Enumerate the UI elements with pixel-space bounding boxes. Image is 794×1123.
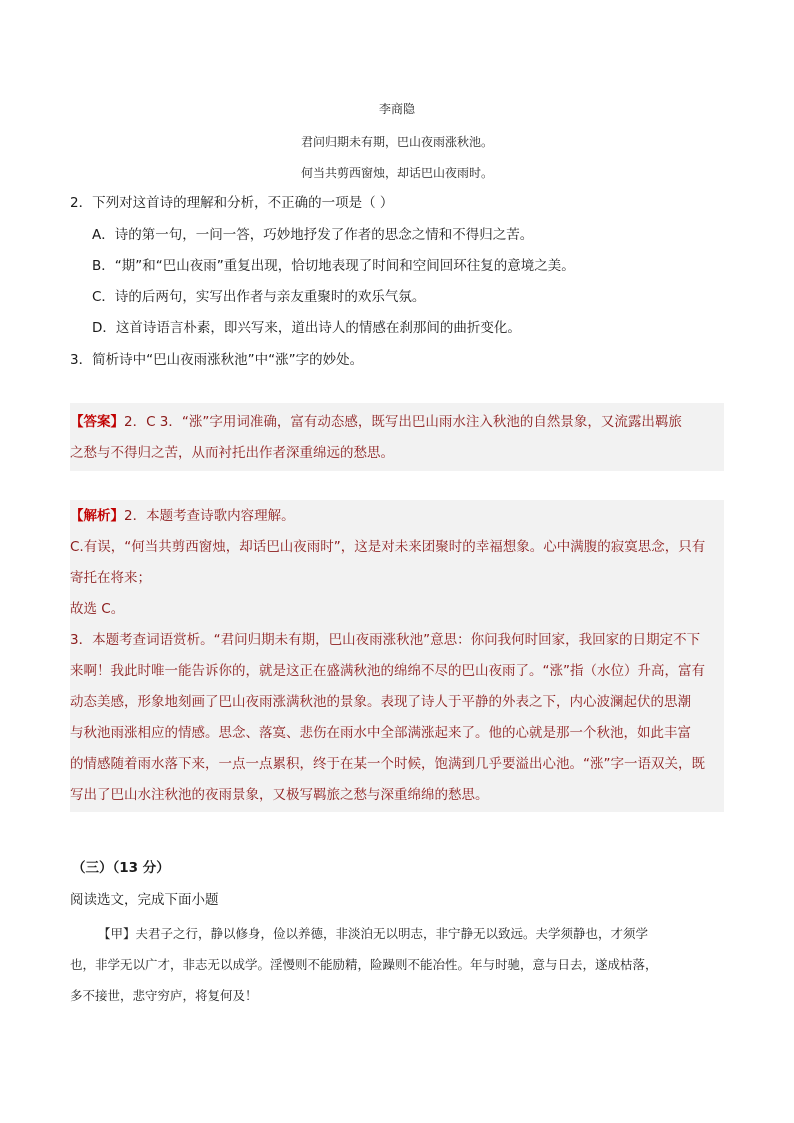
passage-line-3: 多不接世，悲守穷庐，将复何及！: [70, 988, 258, 1003]
analysis-text-1: 2．本题考查诗歌内容理解。: [124, 508, 295, 524]
question-2-option-d: D．这首诗语言朴素，即兴写来，道出诗人的情感在刹那间的曲折变化。: [92, 320, 521, 336]
answer-line-2: 之愁与不得归之苦，从而衬托出作者深重绵远的愁思。: [70, 445, 394, 461]
analysis-line-8: 与秋池雨涨相应的情感。思念、落寞、悲伤在雨水中全部满涨起来了。他的心就是那一个秋池，如此丰富: [70, 725, 691, 741]
analysis-line-9: 的情感随着雨水落下来，一点一点累积，终于在某一个时候，饱满到几乎要溢出心池。“涨”字一语双关，既: [70, 756, 705, 772]
analysis-line-4: 故选 C。: [70, 601, 125, 617]
analysis-line-6: 来啊！我此时唯一能告诉你的，就是这正在盛满秋池的绵绵不尽的巴山夜雨了。“涨”指（水位）升高，富有: [70, 663, 705, 679]
analysis-line-7: 动态美感，形象地刻画了巴山夜雨涨满秋池的景象。表现了诗人于平静的外表之下，内心波澜起伏的思潮: [70, 694, 691, 710]
question-2-option-c: C．诗的后两句，实写出作者与亲友重聚时的欢乐气氛。: [92, 289, 426, 305]
analysis-line-10: 写出了巴山水注秋池的夜雨景象，又极写羁旅之愁与深重绵绵的愁思。: [70, 787, 489, 803]
poem-line-1: 君问归期未有期，巴山夜雨涨秋池。: [300, 135, 493, 149]
answer-line-1: [70, 412, 724, 432]
analysis-block: [70, 500, 724, 812]
question-2-option-a: A．诗的第一句，一问一答，巧妙地抒发了作者的思念之情和不得归之苦。: [92, 227, 534, 243]
analysis-tag: 【解析】: [70, 508, 124, 524]
section-instruction: 阅读选文，完成下面小题: [70, 892, 219, 908]
section-heading: （三）（13 分）: [72, 860, 170, 876]
analysis-line-3: 寄托在将来；: [70, 570, 151, 586]
answer-tag: 【答案】: [70, 414, 124, 430]
passage-line-1: 【甲】夫君子之行，静以修身，俭以养德，非淡泊无以明志，非宁静无以致远。夫学须静也，才须学: [98, 926, 649, 941]
analysis-line-1: [70, 506, 724, 526]
question-2-option-b: B．“期”和“巴山夜雨”重复出现，恰切地表现了时间和空间回环往复的意境之美。: [92, 258, 575, 274]
poem-line-2: 何当共剪西窗烛，却话巴山夜雨时。: [300, 166, 493, 180]
answer-block: [70, 403, 724, 471]
analysis-line-5: 3．本题考查词语赏析。“君问归期未有期，巴山夜雨涨秋池”意思：你问我何时回家，我回家的日期定不下: [70, 632, 701, 648]
passage-line-2: 也，非学无以广才，非志无以成学。淫慢则不能励精，险躁则不能冶性。年与时驰，意与日去，遂成枯落，: [70, 957, 658, 972]
question-3-stem: 3．简析诗中“巴山夜雨涨秋池”中“涨”字的妙处。: [70, 352, 364, 368]
analysis-line-2: C.有误，“何当共剪西窗烛，却话巴山夜雨时”，这是对未来团聚时的幸福想象。心中满腹的寂寞思念，只有: [70, 539, 706, 555]
answer-text-1: 2．C 3．“涨”字用词准确，富有动态感，既写出巴山雨水注入秋池的自然景象，又流露出羁旅: [124, 414, 682, 430]
question-2-stem: 2．下列对这首诗的理解和分析，不正确的一项是（ ）: [70, 195, 394, 211]
poem-author: 李商隐: [378, 102, 415, 116]
